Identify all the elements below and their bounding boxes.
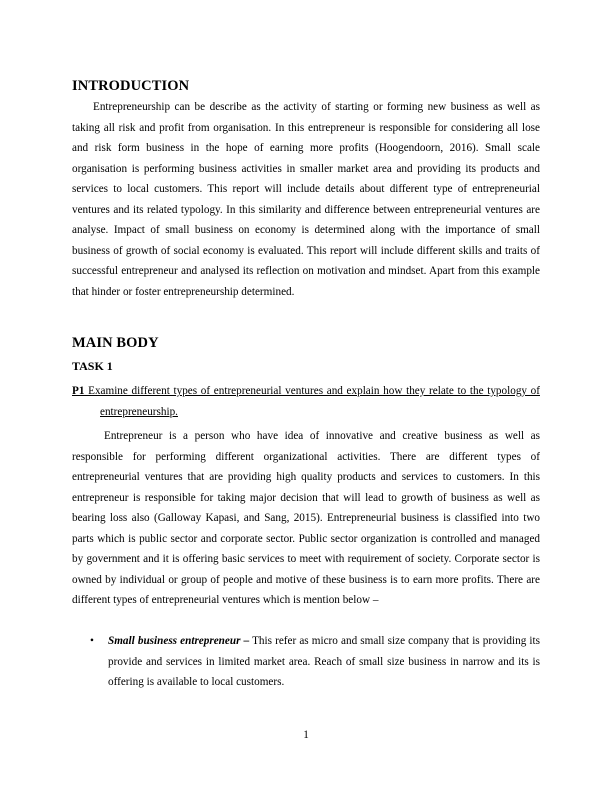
bullet-text: This refer as micro and small size company that is providing its provide and services in limited market area. Reach of small size business in narrow and its is offering is available to local customers.	[108, 635, 540, 688]
introduction-heading: INTRODUCTION	[72, 78, 190, 94]
task-code: P1	[72, 385, 85, 397]
introduction-paragraph: Entrepreneurship can be describe as the activity of starting or forming new business as well as taking all risk and profit from organisation. In this entrepreneur is responsible for considering all lose and risk form business in the hope of earning more profits (Hoogendoorn, 2016). Small scale organisation is performing business activities in smaller market area and providing its products and services to local customers. This report will include details about different type of entrepreneurial ventures and its related typology. In this similarity and difference between entrepreneurial ventures are analyse. Impact of small business on economy is determined along with the importance of small business of growth of social economy is evaluated. This report will include different skills and traits of successful entrepreneur and analysed its reflection on motivation and mindset. Apart from this example that hinder or foster entrepreneurship determined.	[72, 101, 540, 298]
list-item	[72, 631, 540, 693]
task-text: Examine different types of entrepreneurial ventures and explain how they relate to the typology of entrepreneurship.	[84, 385, 540, 418]
page-number: 1	[303, 729, 309, 741]
task-question	[72, 381, 540, 422]
main-body-paragraph: Entrepreneur is a person who have idea of innovative and creative business as well as responsible for performing different organizational activities. There are different types of entrepreneurial ventures that are providing high quality products and services to customers. In this entrepreneur is responsible for taking major decision that will lead to growth of business as well as bearing loss also (Galloway Kapasi, and Sang, 2015). Entrepreneurial business is classified into two parts which is public sector and corporate sector. Public sector organization is controlled and managed by government and it is offering basic services to meet with requirement of society. Corporate sector is owned by individual or group of people and motive of these business is to earn more profits. There are different types of entrepreneurial ventures which is mention below –	[72, 430, 540, 606]
main-body-heading: MAIN BODY	[72, 335, 159, 351]
task-label: TASK 1	[72, 359, 113, 373]
bullet-term: Small business entrepreneur –	[108, 635, 250, 647]
bullet-marker: •	[90, 635, 94, 647]
ventures-list	[72, 631, 540, 693]
